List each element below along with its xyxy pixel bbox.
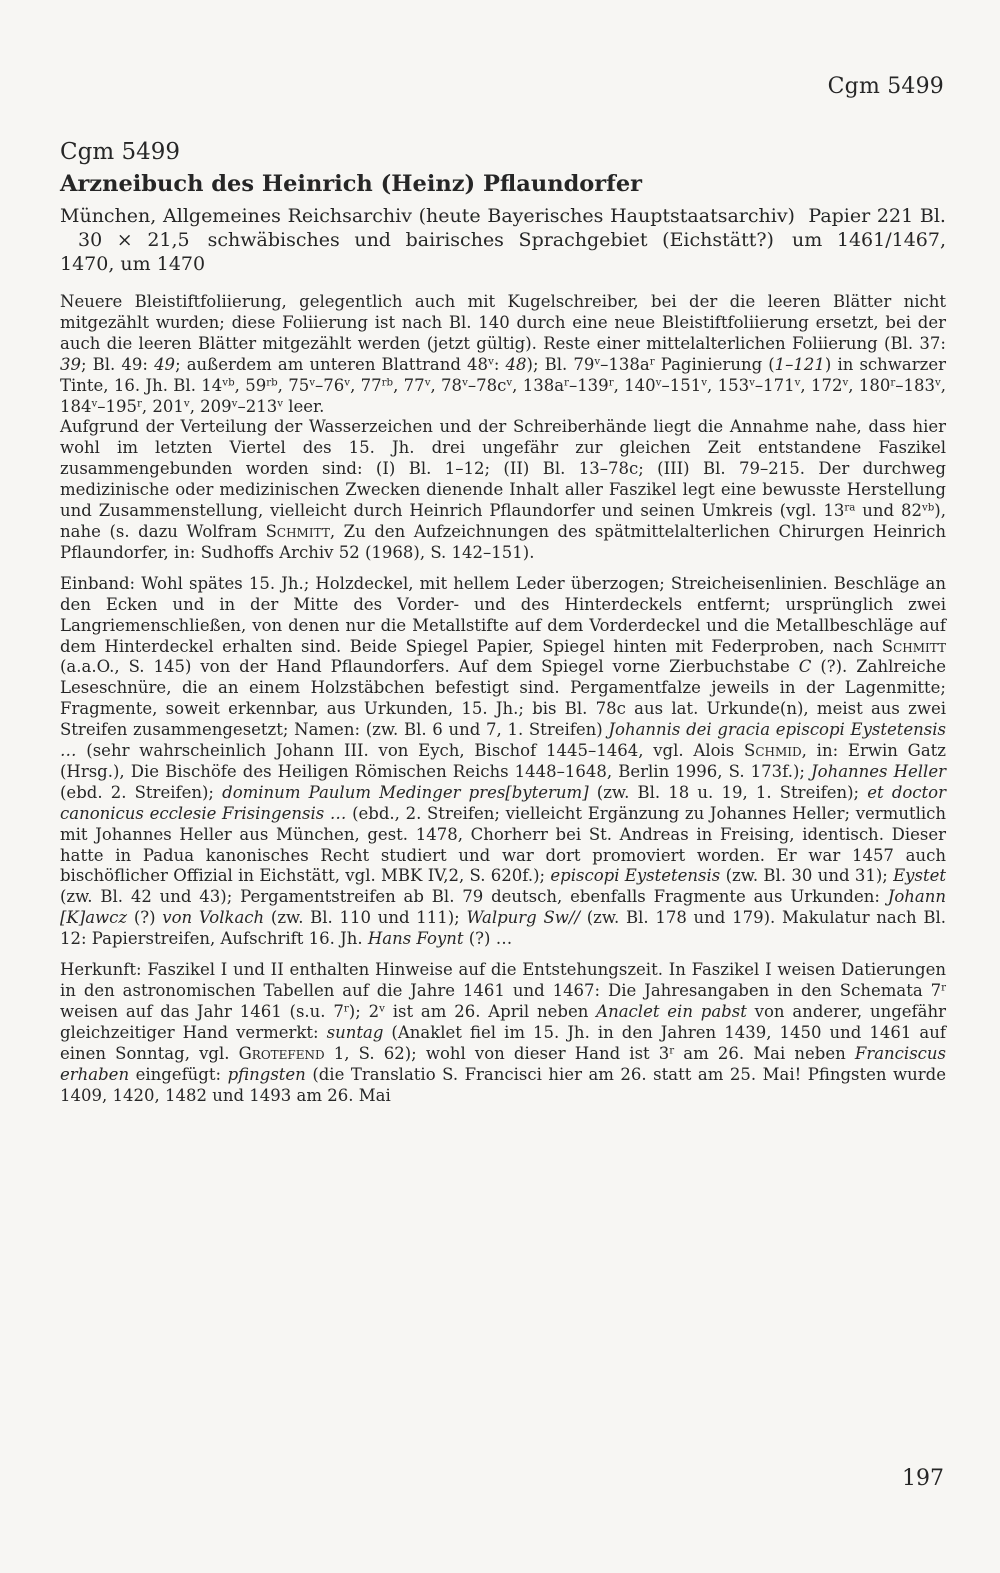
page-title: Arzneibuch des Heinrich (Heinz) Pflaundorfer (60, 171, 643, 197)
page-number: 197 (902, 1466, 944, 1491)
meta-origin: München, Allgemeines Reichsarchiv (heute Bayerisches Hauptstaatsarchiv) (60, 205, 795, 227)
binding-paragraph: Einband: Wohl spätes 15. Jh.; Holzdeckel, mit hellem Leder überzogen; Streicheisenlinien. Beschläge an den Ecken und in der Mitte des Vorder- und des Hinterdeckels entfernt; ursprünglich zwei Langriemenschließen, von denen nur die Metallstifte auf dem Vorderdeckel und die Metallbeschläge auf dem Hinterdeckel erhalten sind. Beide Spiegel Papier, Spiegel hinten mit Federproben, nach Schmitt (a.a.O., S. 145) von der Hand Pflaundorfers. Auf dem Spiegel vorne Zierbuchstabe C (?). Zahlreiche Leseschnüre, die an einem Holzstäbchen befestigt sind. Pergamentfalze jeweils in der Lagenmitte; Fragmente, soweit erkennbar, aus Urkunden, 15. Jh.; bis Bl. 78c aus lat. Urkunde(n), meist aus zwei Streifen zusammengesetzt; Namen: (zw. Bl. 6 und 7, 1. Streifen) Johannis dei gracia episcopi Eystetensis … (sehr wahrscheinlich Johann III. von Eych, Bischof 1445–1464, vgl. Alois Schmid, in: Erwin Gatz (Hrsg.), Die Bischöfe des Heiligen Römischen Reichs 1448–1648, Berlin 1996, S. 173f.); Johannes Heller (ebd. 2. Streifen); dominum Paulum Medinger pres[byterum] (zw. Bl. 18 u. 19, 1. Streifen); et doctor canonicus ecclesie Frisingensis … (ebd., 2. Streifen; vielleicht Ergänzung zu Johannes Heller; vermutlich mit Johannes Heller aus München, gest. 1478, Chorherr bei St. Andreas in Freising, identisch. Dieser hatte in Padua kanonisches Recht studiert und war dort promoviert worden. Er war 1457 auch bischöflicher Offizial in Eichstätt, vgl. MBK IV,2, S. 620f.); episcopi Eystetensis (zw. Bl. 30 und 31); Eystet (zw. Bl. 42 und 43); Pergamentstreifen ab Bl. 79 deutsch, ebenfalls Fragmente aus Urkunden: Johann [K]awcz (?) von Volkach (zw. Bl. 110 und 111); Walpurg Sw// (zw. Bl. 178 und 179). Makulatur nach Bl. 12: Papierstreifen, Aufschrift 16. Jh. Hans Foynt (?) … (60, 573, 947, 949)
meta-material: Papier (808, 205, 871, 227)
running-head: Cgm 5499 (827, 74, 944, 99)
meta-size: 30 × 21,5 (78, 229, 190, 251)
foliation-paragraph: Neuere Bleistiftfoliierung, gelegentlich auch mit Kugelschreiber, bei der die leeren Blätter nicht mitgezählt wurden; diese Foliierung ist nach Bl. 140 durch eine neue Bleistiftfoliierung ersetzt, bei der auch die leeren Blätter mitgezählt werden (jetzt gültig). Reste einer mittelalterlichen Foliierung (Bl. 37: 39; Bl. 49: 49; außerdem am unteren Blattrand 48$^v$: 48); Bl. $79^v-138a^r$ Paginierung (1–121) in schwarzer Tinte, 16. Jh. Bl. $14^{vb}$, $59^{rb}$, 75$^v$–76$^v$, $77^{rb}$, 77$^v$, $78^v-78c^v$, $138a^r-139^r$, 140$^v$–151$^v$, 153$^v$–171$^v$, 172$^v$, 180$^r$–183$^v$, 184$^v$–195$^r$, 201$^v$, 209$^v$–213$^v$ leer. (60, 292, 947, 416)
composition-paragraph: Aufgrund der Verteilung der Wasserzeichen und der Schreiberhände liegt die Annahme nahe, dass hier wohl im letzten Viertel des 15. Jh. drei ungefähr zur gleichen Zeit entstandene Faszikel zusammengebunden worden sind: (I) Bl. 1–12; (II) Bl. 13–78c; (III) Bl. 79–215. Der durchweg medizinische oder medizinischen Zwecken dienende Inhalt aller Faszikel legt eine bewusste Herstellung und Zusammenstellung, vielleicht durch Heinrich Pflaundorfer und seinen Umkreis (vgl. $13^{ra}$ und $82^{vb}$), nahe (s. dazu Wolfram Schmitt, Zu den Aufzeichnungen des spätmittelalterlichen Chirurgen Heinrich Pflaundorfer, in: Sudhoffs Archiv 52 (1968), S. 142–151). (60, 417, 947, 562)
catalog-entry (60, 137, 946, 1106)
meta-date: um 1461/1467, 1470, um 1470 (60, 229, 946, 275)
meta-dialect: schwäbisches und bairisches Sprachgebiet (Eichstätt?) (207, 229, 774, 251)
entry-meta (60, 204, 946, 276)
meta-leaves: 221 Bl. (876, 205, 946, 227)
shelfmark: Cgm 5499 (60, 139, 180, 165)
provenance-paragraph: Herkunft: Faszikel I und II enthalten Hinweise auf die Entstehungszeit. In Faszikel I weisen Datierungen in den astronomischen Tabellen auf die Jahre 1461 und 1467: Die Jahresangaben in den Schemata 7$^r$ weisen auf das Jahr 1461 (s.u. 7$^r$); 2$^v$ ist am 26. April neben Anaclet ein pabst von anderer, ungefähr gleichzeitiger Hand vermerkt: suntag (Anaklet fiel im 15. Jh. in den Jahren 1439, 1450 und 1461 auf einen Sonntag, vgl. Grotefend 1, S. 62); wohl von dieser Hand ist 3$^r$ am 26. Mai neben Franciscus erhaben eingefügt: pfingsten (die Translatio S. Francisci hier am 26. statt am 25. Mai! Pfingsten wurde 1409, 1420, 1482 und 1493 am 26. Mai (60, 960, 947, 1105)
